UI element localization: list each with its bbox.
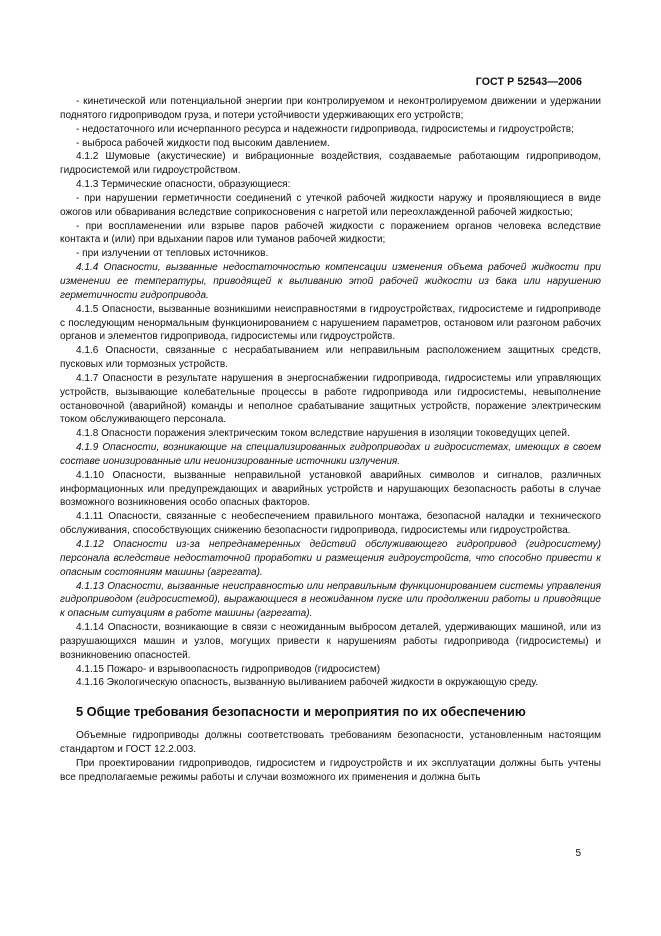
paragraph: - кинетической или потенциальной энергии при контролируемом и неконтролируемом движении и удержании поднятого гидроприводом груза, и потери устойчивости удерживающих его устройств; <box>60 96 601 121</box>
paragraph: 4.1.16 Экологическую опасность, вызванную выливанием рабочей жидкости в окружающую среду. <box>76 677 539 689</box>
standard-code-header: ГОСТ Р 52543—2006 <box>475 76 582 88</box>
page-number: 5 <box>575 848 581 859</box>
paragraph: 4.1.5 Опасности, вызванные возникшими неисправностями в гидроустройствах, гидросистеме и гидроприводе с последующим ненормальным функционированием с нарушением параметров, остановом или разгоном рабочих органов и элементов гидропривода, гидросистемы или гидроустройств. <box>60 303 601 343</box>
paragraph: 4.1.12 Опасности из-за непреднамеренных действий обслуживающего гидропривод (гидросистему) персонала вследствие недостаточной проработки и размещения гидроустройств, что способно привести к опасным состояниям машины (агрегата). <box>60 539 601 578</box>
paragraph: - при излучении от тепловых источников. <box>76 248 269 260</box>
paragraph: - при воспламенении или взрыве паров рабочей жидкости с поражением органов человека вследствие контакта и (или) при вдыхании паров или туманов рабочей жидкости; <box>60 220 601 246</box>
document-body <box>60 95 601 785</box>
paragraph: 4.1.14 Опасности, возникающие в связи с неожиданным выбросом деталей, удерживающих машиной, или из разрушающихся машин и узлов, могущих привести к нарушениям работы гидропривода (гидросистемы) и возникновению опасностей. <box>60 622 601 661</box>
paragraph: - недостаточного или исчерпанного ресурса и надежности гидропривода, гидросистемы и гидроустройств; <box>76 123 574 135</box>
section-5-heading: 5 Общие требования безопасности и мероприятия по их обеспечению <box>76 704 526 720</box>
paragraph: 4.1.10 Опасности, вызванные неправильной установкой аварийных символов и сигналов, различных информационных или предупреждающих и аварийных устройств и нарушающих безопасность работы в случае возможного возникновения особо опасных факторов. <box>60 469 601 509</box>
paragraph: 4.1.15 Пожаро- и взрывоопасность гидроприводов (гидросистем) <box>76 663 381 675</box>
paragraph: 4.1.9 Опасности, возникающие на специализированных гидроприводах и гидросистемах, имеющих в своем составе ионизированные или неионизированные источники излучения. <box>60 442 601 467</box>
section-5-paragraph: При проектировании гидроприводов, гидросистем и гидроустройств и их эксплуатации должны быть учтены все предполагаемые режимы работы и случаи возможного их применения и должна быть <box>60 757 601 783</box>
paragraph: 4.1.2 Шумовые (акустические) и вибрационные воздействия, создаваемые работающим гидроприводом, гидросистемой или гидроустройством. <box>60 151 601 177</box>
paragraph: 4.1.4 Опасности, вызванные недостаточностью компенсации изменения объема рабочей жидкости при изменении ее температуры, приводящей к выливанию этой рабочей жидкости из бака или нарушению герметичности гидропривода. <box>60 262 601 301</box>
paragraph: - при нарушении герметичности соединений с утечкой рабочей жидкости наружу и проявляющиеся в виде ожогов или обваривания вследствие соприкосновения с нагретой или переохлажденной рабочей жидкостью; <box>60 192 601 218</box>
paragraph: 4.1.11 Опасности, связанные с необеспечением правильного монтажа, безопасной наладки и технического обслуживания, способствующих снижению безопасности гидропривода, гидросистемы или гидроустройства. <box>60 511 601 537</box>
paragraph: 4.1.13 Опасности, вызванные неисправностью или неправильным функционированием системы управления гидроприводом (гидросистемой), выражающиеся в неожиданном пуске или продолжении работы и приводящие к опасным ситуациям в работе машины (агрегата). <box>60 580 601 620</box>
paragraph: 4.1.3 Термические опасности, образующиеся: <box>76 179 291 191</box>
paragraph: - выброса рабочей жидкости под высоким давлением. <box>76 137 330 149</box>
paragraph: 4.1.6 Опасности, связанные с несрабатыванием или неправильным расположением защитных средств, пусковых или тормозных устройств. <box>60 345 601 371</box>
paragraph: 4.1.8 Опасности поражения электрическим током вследствие нарушения в изоляции токоведущих цепей. <box>76 428 570 440</box>
paragraph: 4.1.7 Опасности в результате нарушения в энергоснабжении гидропривода, гидросистемы или управляющих устройств, вызывающие колебательные процессы в работе гидропривода или гидросистемы, невыполнение остановочной (аварийной) команды и неполное срабатывание защитных устройств, поражение электрическим током обслуживающего персонала. <box>60 372 601 426</box>
paragraph-list <box>60 95 601 690</box>
section-5-paragraph: Объемные гидроприводы должны соответствовать требованиям безопасности, установленным настоящим стандартом и ГОСТ 12.2.003. <box>60 730 601 756</box>
